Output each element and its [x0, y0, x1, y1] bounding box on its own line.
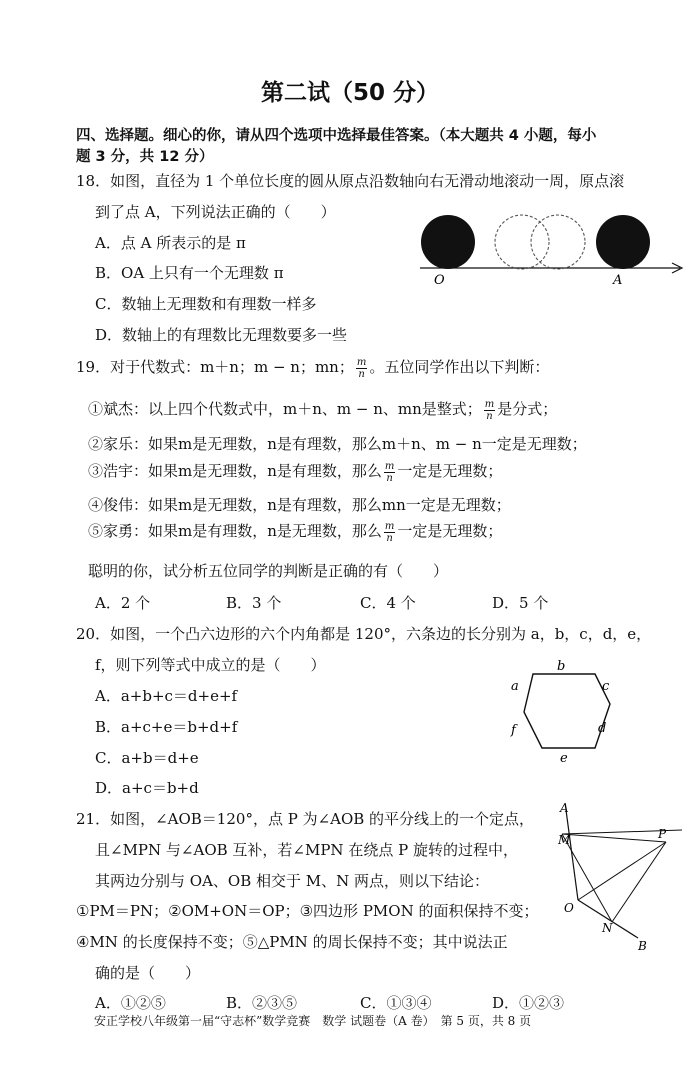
q18-option-a: A．点 A 所表示的是 π	[95, 234, 246, 252]
q18-option-b: B．OA 上只有一个无理数 π	[95, 264, 284, 282]
q18-start-circle	[421, 215, 475, 269]
frac-numerator: m	[356, 356, 367, 368]
q19-judgement-3	[88, 460, 502, 484]
q21-stem-line1: 21．如图，∠AOB＝120°，点 P 为∠AOB 的平分线上的一个定点，	[76, 810, 535, 828]
frac-numerator: m	[484, 398, 495, 410]
q19-j1-text: ①斌杰：以上四个代数式中，m＋n、m − n、mn是整式；	[88, 400, 482, 418]
q19-j1-tail: 是分式；	[497, 400, 558, 418]
q21-option-a: A．①②⑤	[95, 994, 166, 1012]
q19-stem-part1: 19．对于代数式：m＋n；m − n；mn；	[76, 358, 354, 376]
page-title: 第二试（50 分）	[260, 80, 439, 106]
bisector-op	[578, 842, 666, 900]
q19-option-d: D．5 个	[492, 594, 549, 612]
q19-j3-fraction	[384, 461, 395, 484]
q21-stem-line4: ①PM＝PN；②OM+ON＝OP；③四边形 PMON 的面积保持不变；	[76, 902, 539, 920]
q21-angle-figure	[548, 798, 688, 954]
q19-judgement-2: ②家乐：如果m是无理数，n是有理数，那么m＋n、m − n一定是无理数；	[88, 435, 587, 453]
q19-j5-fraction	[384, 521, 395, 544]
q20-hexagon	[524, 674, 610, 748]
q19-j3-tail: 一定是无理数；	[397, 462, 503, 480]
hexagon-label-b: b	[557, 659, 566, 674]
q19-option-b: B．3 个	[226, 594, 282, 612]
q19-j1-fraction	[484, 399, 495, 422]
segment-ap	[562, 834, 666, 842]
angle-label-o: O	[564, 901, 574, 915]
q21-option-d: D．①②③	[492, 994, 565, 1012]
section-heading-line2: 题 3 分，共 12 分）	[76, 149, 214, 165]
hexagon-label-a: a	[511, 679, 519, 694]
q18-number-line-figure	[410, 208, 690, 290]
q19-judgement-4: ④俊伟：如果m是无理数，n是有理数，那么mn一定是无理数；	[88, 496, 511, 514]
q19-j5-text: ⑤家勇：如果m是有理数，n是无理数，那么	[88, 522, 382, 540]
angle-label-m: M	[558, 833, 571, 847]
q18-option-d: D．数轴上的有理数比无理数要多一些	[95, 326, 348, 344]
q20-option-a: A．a+b+c＝d+e+f	[95, 687, 238, 705]
q18-stem-line2: 到了点 A，下列说法正确的（ ）	[95, 203, 336, 221]
q19-j5-tail: 一定是无理数；	[397, 522, 503, 540]
q21-stem-line5: ④MN 的长度保持不变；⑤△PMN 的周长保持不变；其中说法正	[76, 933, 508, 951]
q18-end-circle	[596, 215, 650, 269]
angle-label-a: A	[560, 801, 569, 815]
angle-label-p: P	[658, 827, 667, 841]
q21-stem-line3: 其两边分别与 OA、OB 相交于 M、N 两点，则以下结论：	[95, 872, 490, 890]
q20-stem-line2: f，则下列等式中成立的是（ ）	[95, 656, 326, 674]
q19-fraction	[356, 357, 367, 380]
q19-option-a: A．2 个	[95, 594, 151, 612]
q18-rolling-circle-2	[531, 215, 585, 269]
ray-oa	[566, 810, 578, 900]
section-heading-line1: 四、选择题。细心的你，请从四个选项中选择最佳答案。（本大题共 4 小题，每小	[76, 128, 597, 144]
q20-option-d: D．a+c＝b+d	[95, 779, 199, 797]
hexagon-label-e: e	[560, 751, 568, 766]
q18-label-o: O	[434, 273, 445, 288]
hexagon-label-f: f	[511, 723, 516, 738]
frac-numerator: m	[384, 460, 395, 472]
q19-judgement-5	[88, 520, 502, 544]
q20-option-b: B．a+c+e＝b+d+f	[95, 718, 238, 736]
frac-denominator: n	[486, 410, 493, 422]
q21-option-c: C．①③④	[360, 994, 432, 1012]
q18-option-c: C．数轴上无理数和有理数一样多	[95, 295, 317, 313]
q19-stem-part2: 。五位同学作出以下判断：	[369, 358, 550, 376]
hexagon-label-c: c	[602, 679, 610, 694]
q18-stem-line1: 18．如图，直径为 1 个单位长度的圆从原点沿数轴向右无滑动地滚动一周，原点滚	[76, 172, 625, 190]
q21-stem-line2: 且∠MPN 与∠AOB 互补，若∠MPN 在绕点 P 旋转的过程中，	[95, 841, 518, 859]
q21-stem-line6: 确的是（ ）	[95, 964, 201, 982]
q21-option-b: B．②③⑤	[226, 994, 298, 1012]
q18-rolling-circle-1	[495, 215, 549, 269]
q20-option-c: C．a+b＝d+e	[95, 749, 199, 767]
q20-stem-line1: 20．如图，一个凸六边形的六个内角都是 120°，六条边的长分别为 a，b，c，d，e，	[76, 625, 652, 643]
angle-label-b: B	[638, 939, 647, 953]
segment-pn	[612, 842, 666, 922]
frac-denominator: n	[358, 368, 365, 380]
q18-label-a: A	[613, 273, 623, 288]
q20-hexagon-figure	[500, 656, 630, 768]
hexagon-label-d: d	[598, 721, 607, 736]
q19-j3-text: ③浩宇：如果m是无理数，n是有理数，那么	[88, 462, 382, 480]
q19-judgement-1	[88, 398, 557, 422]
frac-denominator: n	[386, 472, 393, 484]
q19-stem	[76, 356, 549, 380]
angle-label-n: N	[602, 921, 613, 935]
frac-numerator: m	[384, 520, 395, 532]
page-footer: 安正学校八年级第一届“守志杯”数学竞赛 数学 试题卷（A 卷） 第 5 页，共 8 页	[94, 1014, 532, 1028]
frac-denominator: n	[386, 532, 393, 544]
q19-option-c: C．4 个	[360, 594, 416, 612]
q19-question: 聪明的你，试分析五位同学的判断是正确的有（ ）	[88, 562, 449, 580]
